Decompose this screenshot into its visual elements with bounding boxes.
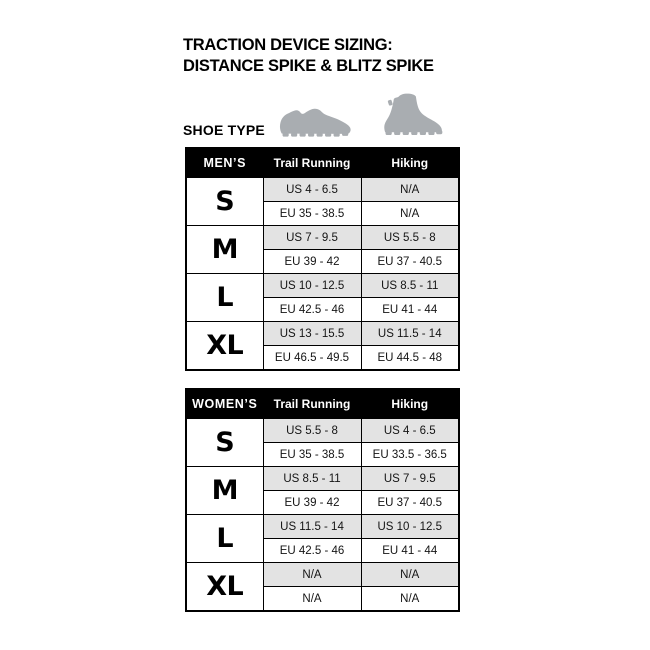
table-cell: N/A bbox=[361, 178, 459, 202]
table-row bbox=[186, 419, 459, 443]
table-cell: US 10 - 12.5 bbox=[263, 274, 361, 298]
mens-header-gender: MEN’S bbox=[186, 148, 263, 178]
table-cell: US 4 - 6.5 bbox=[263, 178, 361, 202]
table-row bbox=[186, 178, 459, 202]
table-cell: N/A bbox=[361, 563, 459, 587]
womens-sizing-table bbox=[185, 388, 460, 612]
table-cell: EU 35 - 38.5 bbox=[263, 443, 361, 467]
womens-header-gender: WOMEN’S bbox=[186, 389, 263, 419]
page-title-line-2: DISTANCE SPIKE & BLITZ SPIKE bbox=[183, 57, 434, 75]
table-cell: EU 33.5 - 36.5 bbox=[361, 443, 459, 467]
table-cell: US 7 - 9.5 bbox=[263, 226, 361, 250]
trail-running-shoe-icon bbox=[276, 105, 354, 139]
table-cell: EU 44.5 - 48 bbox=[361, 346, 459, 371]
table-cell: US 5.5 - 8 bbox=[263, 419, 361, 443]
shoe-type-label: SHOE TYPE bbox=[183, 122, 265, 138]
mens-header-row bbox=[186, 148, 459, 178]
womens-size-l-label: L bbox=[186, 515, 263, 563]
table-cell: EU 39 - 42 bbox=[263, 491, 361, 515]
table-cell: EU 46.5 - 49.5 bbox=[263, 346, 361, 371]
womens-header-hiking: Hiking bbox=[361, 389, 459, 419]
womens-header-row bbox=[186, 389, 459, 419]
mens-header-trail-running: Trail Running bbox=[263, 148, 361, 178]
table-cell: US 11.5 - 14 bbox=[263, 515, 361, 539]
mens-sizing-table bbox=[185, 147, 460, 371]
table-cell: EU 37 - 40.5 bbox=[361, 250, 459, 274]
womens-size-xl-label: XL bbox=[186, 563, 263, 612]
table-cell: US 11.5 - 14 bbox=[361, 322, 459, 346]
page-title-line-1: TRACTION DEVICE SIZING: bbox=[183, 36, 393, 54]
shoe-type-row bbox=[183, 84, 463, 146]
womens-size-s-label: S bbox=[186, 419, 263, 467]
table-cell: US 10 - 12.5 bbox=[361, 515, 459, 539]
womens-header-trail-running: Trail Running bbox=[263, 389, 361, 419]
mens-size-m-label: M bbox=[186, 226, 263, 274]
table-cell: EU 41 - 44 bbox=[361, 298, 459, 322]
table-cell: N/A bbox=[263, 563, 361, 587]
table-cell: US 4 - 6.5 bbox=[361, 419, 459, 443]
table-cell: US 8.5 - 11 bbox=[361, 274, 459, 298]
table-cell: US 7 - 9.5 bbox=[361, 467, 459, 491]
page-title bbox=[183, 35, 434, 77]
table-row bbox=[186, 515, 459, 539]
mens-size-xl-label: XL bbox=[186, 322, 263, 371]
mens-size-s-label: S bbox=[186, 178, 263, 226]
table-cell: US 5.5 - 8 bbox=[361, 226, 459, 250]
table-cell: EU 41 - 44 bbox=[361, 539, 459, 563]
table-cell: N/A bbox=[361, 587, 459, 612]
mens-header-hiking: Hiking bbox=[361, 148, 459, 178]
table-cell: US 8.5 - 11 bbox=[263, 467, 361, 491]
womens-size-m-label: M bbox=[186, 467, 263, 515]
table-row bbox=[186, 467, 459, 491]
table-cell: EU 37 - 40.5 bbox=[361, 491, 459, 515]
table-row bbox=[186, 226, 459, 250]
mens-size-l-label: L bbox=[186, 274, 263, 322]
table-cell: N/A bbox=[263, 587, 361, 612]
table-cell: US 13 - 15.5 bbox=[263, 322, 361, 346]
table-row bbox=[186, 274, 459, 298]
table-cell: EU 42.5 - 46 bbox=[263, 539, 361, 563]
table-cell: EU 35 - 38.5 bbox=[263, 202, 361, 226]
table-row bbox=[186, 563, 459, 587]
table-row bbox=[186, 322, 459, 346]
table-cell: EU 39 - 42 bbox=[263, 250, 361, 274]
hiking-boot-icon bbox=[377, 86, 447, 142]
table-cell: EU 42.5 - 46 bbox=[263, 298, 361, 322]
table-cell: N/A bbox=[361, 202, 459, 226]
